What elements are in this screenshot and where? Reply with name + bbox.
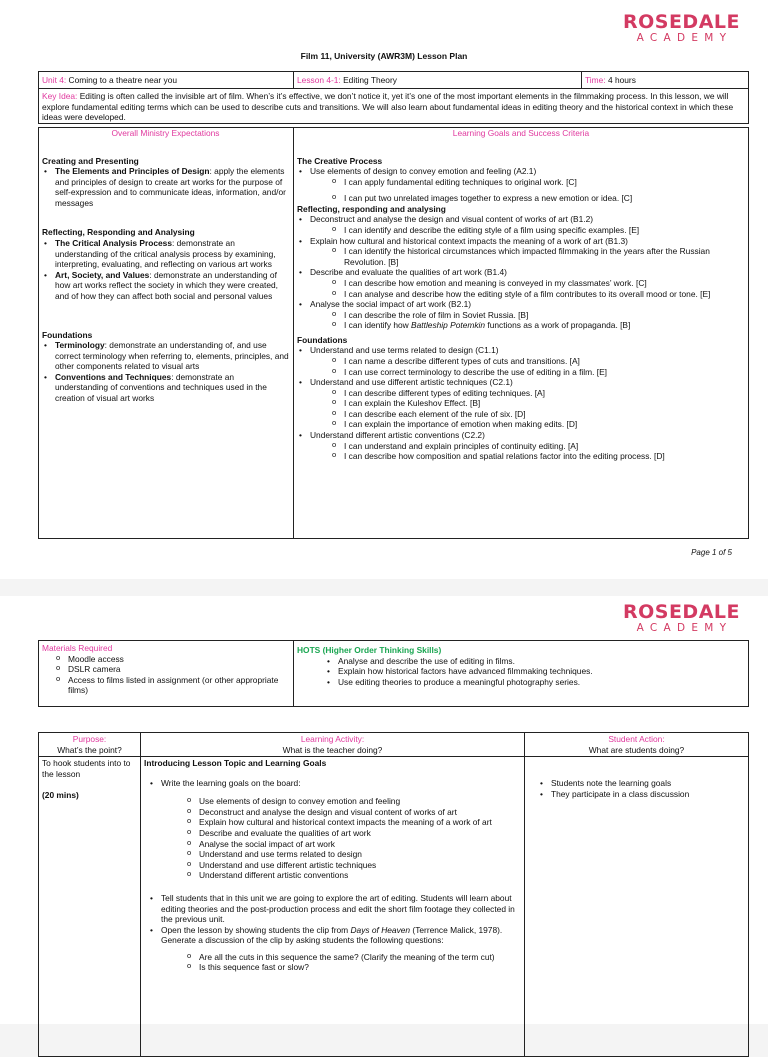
- materials-cell: [39, 641, 294, 707]
- activity-table: [38, 732, 749, 1057]
- board-goal: o Analyse the social impact of art work: [187, 839, 521, 850]
- goals-heading: Learning Goals and Success Criteria: [452, 128, 590, 138]
- board-goal: o Understand and use different artistic techniques: [187, 860, 521, 871]
- criteria-list: [332, 225, 745, 236]
- goal-section-title: Reflecting, responding and analysing: [297, 203, 446, 214]
- activity-list: [148, 778, 521, 881]
- criteria-list: [332, 246, 745, 267]
- exp-item: • The Elements and Principles of Design: apply the elements and principles of design to create art works for the purpose of self-expression and to communicate ideas, information, and/or messages: [42, 166, 289, 208]
- criterion: o I can describe how composition and spatial relations factor into the editing process. [D]: [332, 451, 745, 462]
- board-goal: o Deconstruct and analyse the design and visual content of works of art: [187, 807, 521, 818]
- unit-label: Unit 4:: [42, 75, 67, 85]
- criterion: o I can name a describe different types of cuts and transitions. [A]: [332, 356, 745, 367]
- question: o Is this sequence fast or slow?: [187, 962, 521, 973]
- time-cell: [582, 72, 749, 89]
- lesson-label: Lesson 4-1:: [297, 75, 341, 85]
- activity-cell: [141, 757, 525, 1057]
- criterion: o I can use correct terminology to describe the use of editing in a film. [E]: [332, 367, 745, 378]
- purpose-cell: [39, 757, 141, 1057]
- student-action: • They participate in a class discussion: [538, 789, 745, 800]
- duration: (20 mins): [42, 790, 79, 801]
- activity-title: Introducing Lesson Topic and Learning Goals: [144, 758, 327, 769]
- criterion: o I can explain the importance of emotion when making edits. [D]: [332, 419, 745, 430]
- goal-item: • Describe and evaluate the qualities of art work (B1.4) o I can describe how emotion and meaning is conveyed in my classmates’ work. [C] o I can analyse and describe how the editing style of a film contributes to its overall mood or tone. [E]: [297, 267, 745, 299]
- criterion: o I can identify the historical circumstances which impacted filmmaking in the years after the Russian Revolution. [B]: [332, 246, 745, 267]
- criterion: o I can describe the role of film in Soviet Russia. [B]: [332, 310, 745, 321]
- exp-section-title: Foundations: [42, 329, 93, 340]
- goal-list: [297, 214, 745, 330]
- materials-hots-table: [38, 640, 749, 707]
- criteria-list: [332, 356, 745, 377]
- time-label: Time:: [585, 75, 606, 85]
- rosedale-academy-logo: [623, 12, 740, 44]
- student-action: • Students note the learning goals: [538, 778, 745, 789]
- criterion: o I can describe different types of editing techniques. [A]: [332, 388, 745, 399]
- board-goal: o Explain how cultural and historical context impacts the meaning of a work of art: [187, 817, 521, 828]
- lesson-header-table: [38, 71, 749, 124]
- goal-list: [297, 345, 745, 461]
- criteria-list: [332, 388, 745, 430]
- activity-item: • Open the lesson by showing students the clip from Days of Heaven (Terrence Malick, 1978). Generate a discussion of the clip by asking students the following questions: o Are all the cuts in this sequence the same? (Clarify the meaning of the term cut) o Is this sequence fast or slow?: [148, 925, 521, 973]
- exp-section-title: Creating and Presenting: [42, 155, 139, 166]
- goal-section-title: Foundations: [297, 334, 348, 345]
- criterion: o I can identify how Battleship Potemkin functions as a work of propaganda. [B]: [332, 320, 745, 331]
- criterion: o I can analyse and describe how the editing style of a film contributes to its overall mood or tone. [E]: [332, 289, 745, 300]
- activity-header: Learning Activity: What is the teacher doing?: [141, 733, 525, 757]
- goal-item: • Analyse the social impact of art work (B2.1) o I can describe the role of film in Soviet Russia. [B] o I can identify how Battleship Potemkin functions as a work of propaganda. [B]: [297, 299, 745, 331]
- key-idea-cell: [39, 89, 749, 124]
- criteria-list: [332, 177, 745, 204]
- key-idea-label: Key Idea:: [42, 91, 78, 101]
- criterion: o I can apply fundamental editing techniques to original work. [C]: [332, 177, 745, 188]
- board-goal: o Understand and use terms related to design: [187, 849, 521, 860]
- board-goal: o Describe and evaluate the qualities of art work: [187, 828, 521, 839]
- material-item: o Moodle access: [56, 654, 290, 665]
- document-page-2: [0, 596, 768, 1024]
- goal-section-title: The Creative Process: [297, 155, 383, 166]
- lesson-cell: [294, 72, 582, 89]
- exp-section-title: Reflecting, Responding and Analysing: [42, 227, 195, 238]
- goal-item: • Use elements of design to convey emotion and feeling (A2.1) o I can apply fundamental editing techniques to original work. [C] o I can put two unrelated images together to express a new emotion or idea. [C]: [297, 166, 745, 204]
- key-idea-text: Editing is often called the invisible art of film. When’s it’s effective, we don’t notice it, yet it’s one of the most important elements in the filmmaking process. In this lesson, we will explore fundamental editing terms which can be used to describe cuts and transitions. We will also learn about fundamental ideas in editing theory and the historical context in which these ideas were developed.: [42, 91, 734, 123]
- logo-name: ROSEDALE: [622, 11, 740, 33]
- unit-value: Coming to a theatre near you: [68, 75, 178, 85]
- board-goals-list: [187, 796, 521, 881]
- material-item: o DSLR camera: [56, 664, 290, 675]
- board-goal: o Use elements of design to convey emotion and feeling: [187, 796, 521, 807]
- board-goal: o Understand different artistic conventions: [187, 870, 521, 881]
- goal-item: • Understand and use terms related to design (C1.1) o I can name a describe different types of cuts and transitions. [A] o I can use correct terminology to describe the use of editing in a film. [E]: [297, 345, 745, 377]
- goal-item: • Explain how cultural and historical context impacts the meaning of a work of art (B1.3) o I can identify the historical circumstances which impacted filmmaking in the years after the Russian Revolution. [B]: [297, 236, 745, 268]
- hots-item: • Explain how historical factors have advanced filmmaking techniques.: [325, 666, 745, 677]
- materials-list: [56, 654, 290, 696]
- exp-item: • Terminology: demonstrate an understanding of, and use correct terminology when referring to, elements, principles, and other components related to visual arts: [42, 340, 289, 372]
- hots-list: [325, 656, 745, 688]
- hots-item: • Use editing theories to produce a meaningful photography series.: [325, 677, 745, 688]
- criterion: o I can explain the Kuleshov Effect. [B]: [332, 398, 745, 409]
- unit-cell: [39, 72, 294, 89]
- exp-list: [42, 340, 289, 403]
- criterion: o I can describe each element of the rule of six. [D]: [332, 409, 745, 420]
- purpose-header: Purpose: What’s the point?: [39, 733, 141, 757]
- criterion: o I can put two unrelated images together to express a new emotion or idea. [C]: [332, 193, 745, 204]
- criteria-list: [332, 278, 745, 299]
- activity-list: [148, 893, 521, 973]
- rosedale-academy-logo: [623, 602, 740, 634]
- expectations-goals-table: [38, 127, 749, 539]
- goal-item: • Understand and use different artistic techniques (C2.1) o I can describe different types of editing techniques. [A] o I can explain the Kuleshov Effect. [B] o I can describe each element of the rule of six. [D] o I can explain the importance of emotion when making edits. [D]: [297, 377, 745, 430]
- criteria-list: [332, 441, 745, 462]
- exp-item: • Conventions and Techniques: demonstrate an understanding of conventions and techniques used in the creation of visual art works: [42, 372, 289, 404]
- question: o Are all the cuts in this sequence the same? (Clarify the meaning of the term cut): [187, 952, 521, 963]
- logo-sub: ACADEMY: [636, 622, 733, 634]
- goal-item: • Deconstruct and analyse the design and visual content of works of art (B1.2) o I can identify and describe the editing style of a film using specific examples. [E]: [297, 214, 745, 235]
- criteria-list: [332, 310, 745, 331]
- logo-sub: ACADEMY: [636, 32, 733, 44]
- expectations-heading: Overall Ministry Expectations: [111, 128, 220, 138]
- document-title: Film 11, University (AWR3M) Lesson Plan: [300, 51, 468, 61]
- hots-cell: [294, 641, 749, 707]
- lesson-value: Editing Theory: [343, 75, 397, 85]
- question-list: [187, 952, 521, 973]
- material-item: o Access to films listed in assignment (or other appropriate films): [56, 675, 290, 696]
- goal-item: • Understand different artistic conventions (C2.2) o I can understand and explain principles of continuity editing. [A] o I can describe how composition and spatial relations factor into the editing process. [D]: [297, 430, 745, 462]
- hots-heading: HOTS (Higher Order Thinking Skills): [297, 645, 442, 655]
- student-action-list: [538, 778, 745, 799]
- activity-item: • Tell students that in this unit we are going to explore the art of editing. Students will learn about editing theories and the post-production process and edit the short film footage they collected in the previous unit.: [148, 893, 521, 925]
- exp-item: • Art, Society, and Values: demonstrate an understanding of how art works reflect the society in which they were created, and of how they can affect both social and personal values: [42, 270, 289, 302]
- exp-list: [42, 238, 289, 301]
- materials-heading: Materials Required: [42, 643, 113, 653]
- expectations-cell: [39, 128, 294, 539]
- time-value: 4 hours: [607, 75, 636, 85]
- criterion: o I can describe how emotion and meaning is conveyed in my classmates’ work. [C]: [332, 278, 745, 289]
- exp-list: [42, 166, 289, 208]
- student-action-cell: [525, 757, 749, 1057]
- hots-item: • Analyse and describe the use of editing in films.: [325, 656, 745, 667]
- student-action-header: Student Action: What are students doing?: [525, 733, 749, 757]
- activity-item: • Write the learning goals on the board: o Use elements of design to convey emotion and feeling o Deconstruct and analyse the design and visual content of works of art o Explain how cultural and historical context impacts the meaning of a work of art o Describe and evaluate the qualities of art work o Analyse the social impact of art work o Understand and use terms related to design o Understand and use different artistic techniques o Understand different artistic conventions: [148, 778, 521, 881]
- goal-list: [297, 166, 745, 204]
- purpose-text: To hook students into to the lesson: [42, 758, 131, 779]
- goals-cell: [294, 128, 749, 539]
- criterion: o I can understand and explain principles of continuity editing. [A]: [332, 441, 745, 452]
- criterion: o I can identify and describe the editing style of a film using specific examples. [E]: [332, 225, 745, 236]
- page-number: Page 1 of 5: [691, 548, 732, 557]
- logo-name: ROSEDALE: [622, 601, 740, 623]
- exp-item: • The Critical Analysis Process: demonstrate an understanding of the critical analysis process by examining, interpreting, evaluating, and reflecting on various art works: [42, 238, 289, 270]
